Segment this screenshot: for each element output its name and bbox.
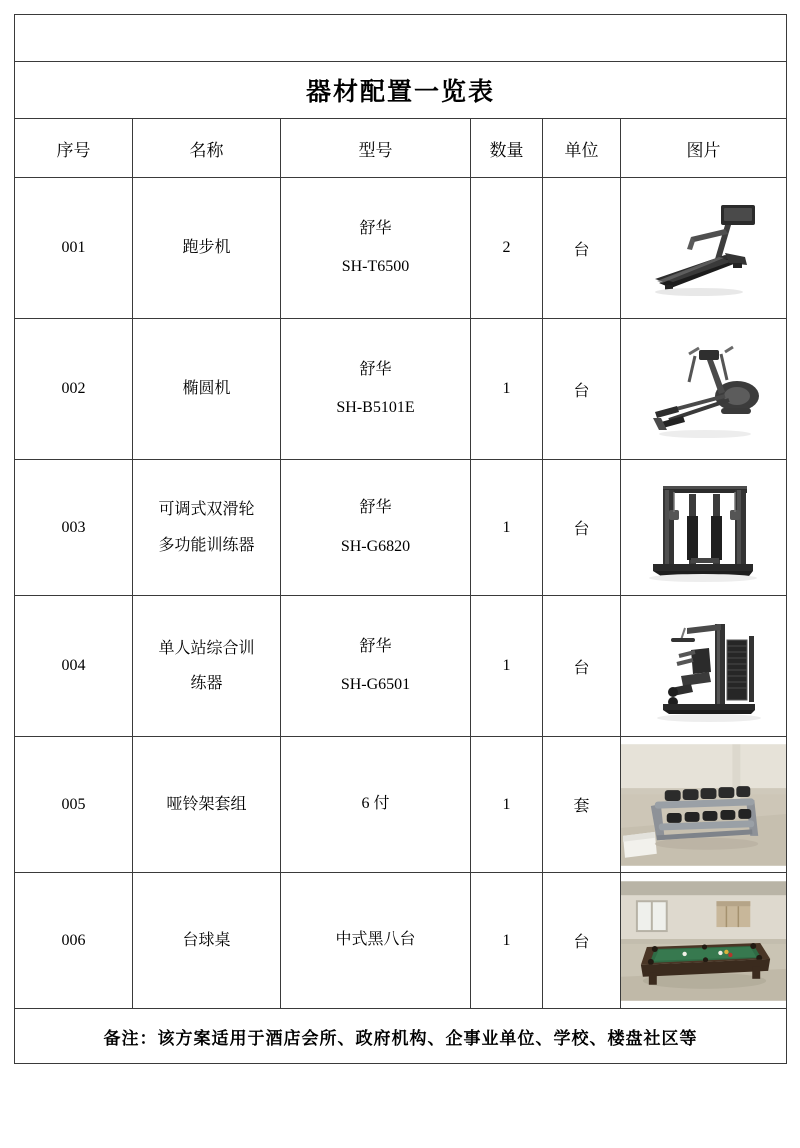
row-no: 002 [15, 319, 133, 460]
row-image [621, 178, 787, 319]
row-name [133, 737, 281, 873]
row-model-line: SH-G6820 [340, 537, 411, 555]
row-model-line: 舒华 [359, 499, 392, 517]
row-model-line: SH-G6501 [340, 676, 411, 693]
row-model-line: 舒华 [359, 360, 392, 378]
row-name-line: 台球桌 [182, 931, 231, 949]
row-name-line: 单人站综合训 [158, 639, 255, 657]
billiard-table-photo [621, 881, 786, 1001]
row-name-line: 多功能训练器 [158, 536, 255, 554]
table-row [15, 737, 787, 873]
row-model-line: SH-T6500 [341, 258, 410, 275]
table-row [15, 319, 787, 460]
row-unit: 台 [543, 596, 621, 737]
table-row [15, 178, 787, 319]
row-model-line: 舒华 [359, 637, 392, 655]
spacer-cell [15, 15, 787, 62]
row-image [621, 596, 787, 737]
row-name-line: 练器 [190, 675, 223, 692]
row-qty: 2 [471, 178, 543, 319]
row-image [621, 737, 787, 873]
dumbbell-rack-photo [621, 744, 786, 866]
column-header-model: 型号 [281, 119, 471, 178]
row-name [133, 460, 281, 596]
row-image [621, 873, 787, 1009]
row-name-line: 椭圆机 [182, 380, 231, 398]
row-no: 001 [15, 178, 133, 319]
row-no: 003 [15, 460, 133, 596]
row-unit: 台 [543, 873, 621, 1009]
row-qty: 1 [471, 319, 543, 460]
table-row [15, 873, 787, 1009]
elliptical-photo [629, 334, 779, 444]
row-model [281, 178, 471, 319]
row-name-line: 跑步机 [182, 239, 231, 257]
table-row [15, 460, 787, 596]
row-qty: 1 [471, 460, 543, 596]
row-name [133, 873, 281, 1009]
row-unit: 台 [543, 178, 621, 319]
row-name [133, 178, 281, 319]
table-header-row [15, 119, 787, 178]
row-no: 006 [15, 873, 133, 1009]
row-unit: 台 [543, 460, 621, 596]
row-model-line: 中式黑八台 [335, 931, 416, 949]
row-qty: 1 [471, 596, 543, 737]
row-qty: 1 [471, 873, 543, 1009]
table-spacer-row [15, 15, 787, 62]
table-note-row [15, 1009, 787, 1064]
row-name-line: 可调式双滑轮 [158, 501, 255, 519]
row-unit: 套 [543, 737, 621, 873]
treadmill-photo [629, 193, 779, 303]
column-header-image: 图片 [621, 119, 787, 178]
page-title: 器材配置一览表 [15, 62, 787, 119]
row-name [133, 596, 281, 737]
row-name-line: 哑铃架套组 [166, 795, 247, 813]
row-model-line: 舒华 [359, 219, 392, 237]
equipment-table [14, 14, 787, 1064]
row-model-line: SH-B5101E [336, 399, 415, 416]
multi-gym-photo [629, 606, 779, 726]
column-header-name: 名称 [133, 119, 281, 178]
column-header-no: 序号 [15, 119, 133, 178]
row-qty: 1 [471, 737, 543, 873]
row-name [133, 319, 281, 460]
note-text: 备注：该方案适用于酒店会所、政府机构、企事业单位、学校、楼盘社区等 [15, 1009, 787, 1064]
column-header-qty: 数量 [471, 119, 543, 178]
row-model [281, 319, 471, 460]
row-no: 005 [15, 737, 133, 873]
table-row [15, 596, 787, 737]
cable-crossover-photo [629, 472, 779, 584]
row-model [281, 873, 471, 1009]
row-model [281, 737, 471, 873]
row-model [281, 596, 471, 737]
table-title-row [15, 62, 787, 119]
row-unit: 台 [543, 319, 621, 460]
column-header-unit: 单位 [543, 119, 621, 178]
row-image [621, 319, 787, 460]
row-model [281, 460, 471, 596]
row-no: 004 [15, 596, 133, 737]
row-model-line: 6 付 [361, 795, 390, 813]
row-image [621, 460, 787, 596]
